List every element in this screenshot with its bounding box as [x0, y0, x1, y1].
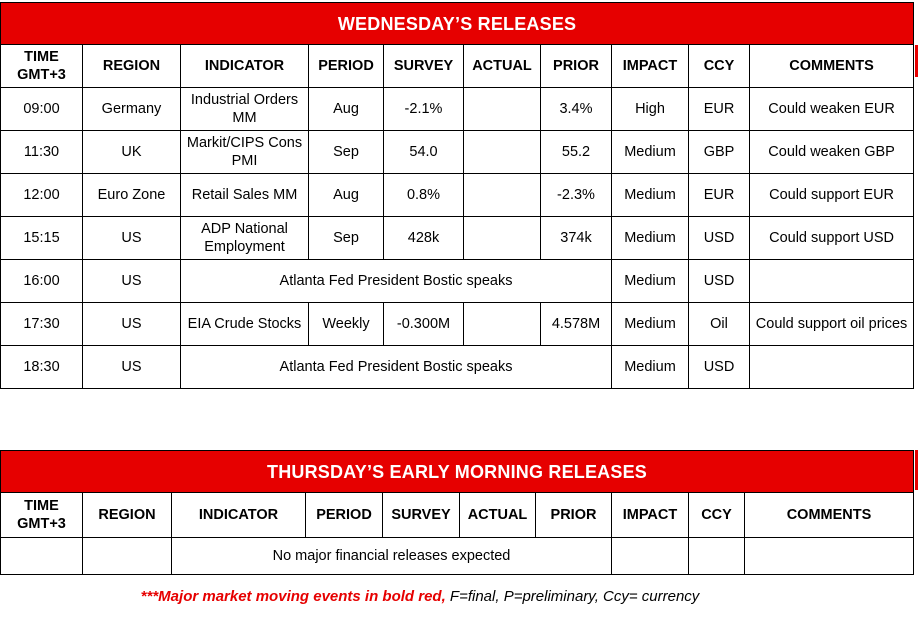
col-region: REGION	[83, 45, 181, 88]
cell-time: 18:30	[1, 346, 83, 389]
cell-period: Sep	[309, 217, 384, 260]
cell-event: No major financial releases expected	[172, 538, 612, 575]
col-survey: SURVEY	[383, 493, 460, 538]
cell-period: Aug	[309, 174, 384, 217]
cell-comments: Could support USD	[750, 217, 914, 260]
cell-indicator: Markit/CIPS Cons PMI	[181, 131, 309, 174]
table-row	[1, 346, 914, 389]
cell-prior: -2.3%	[541, 174, 612, 217]
cell-region: US	[83, 217, 181, 260]
col-prior: PRIOR	[536, 493, 612, 538]
cell-impact: Medium	[612, 346, 689, 389]
cell-survey: 428k	[384, 217, 464, 260]
cell-ccy	[689, 538, 745, 575]
col-ccy: CCY	[689, 493, 745, 538]
table-row	[1, 260, 914, 303]
col-indicator: INDICATOR	[172, 493, 306, 538]
accent-edge	[915, 45, 918, 77]
col-period: PERIOD	[309, 45, 384, 88]
thursday-releases-table	[0, 450, 914, 575]
cell-region: US	[83, 303, 181, 346]
wednesday-releases-table	[0, 2, 914, 389]
cell-comments	[750, 346, 914, 389]
cell-region: Germany	[83, 88, 181, 131]
footnote	[0, 588, 840, 605]
cell-time	[1, 538, 83, 575]
cell-ccy: USD	[689, 217, 750, 260]
cell-comments	[750, 260, 914, 303]
col-prior: PRIOR	[541, 45, 612, 88]
cell-time: 12:00	[1, 174, 83, 217]
col-impact: IMPACT	[612, 493, 689, 538]
cell-ccy: EUR	[689, 88, 750, 131]
wednesday-title: WEDNESDAY’S RELEASES	[1, 3, 914, 45]
cell-indicator: ADP National Employment	[181, 217, 309, 260]
cell-period: Sep	[309, 131, 384, 174]
col-impact: IMPACT	[612, 45, 689, 88]
col-actual: ACTUAL	[460, 493, 536, 538]
cell-prior: 374k	[541, 217, 612, 260]
cell-comments: Could weaken GBP	[750, 131, 914, 174]
col-time: TIME GMT+3	[1, 45, 83, 88]
cell-region: US	[83, 346, 181, 389]
table-row	[1, 217, 914, 260]
cell-region: UK	[83, 131, 181, 174]
col-region: REGION	[83, 493, 172, 538]
col-comments: COMMENTS	[745, 493, 914, 538]
footnote-legend: F=final, P=preliminary, Ccy= currency	[445, 588, 700, 605]
col-ccy: CCY	[689, 45, 750, 88]
cell-impact: Medium	[612, 303, 689, 346]
cell-period: Weekly	[309, 303, 384, 346]
cell-impact: Medium	[612, 260, 689, 303]
cell-time: 15:15	[1, 217, 83, 260]
cell-impact: Medium	[612, 131, 689, 174]
cell-actual	[464, 174, 541, 217]
cell-ccy: GBP	[689, 131, 750, 174]
cell-event: Atlanta Fed President Bostic speaks	[181, 346, 612, 389]
cell-survey: -2.1%	[384, 88, 464, 131]
cell-impact: Medium	[612, 217, 689, 260]
cell-survey: 0.8%	[384, 174, 464, 217]
col-comments: COMMENTS	[750, 45, 914, 88]
cell-prior: 55.2	[541, 131, 612, 174]
cell-impact: High	[612, 88, 689, 131]
accent-edge	[915, 450, 918, 490]
col-period: PERIOD	[306, 493, 383, 538]
table-row	[1, 131, 914, 174]
col-indicator: INDICATOR	[181, 45, 309, 88]
cell-prior: 3.4%	[541, 88, 612, 131]
footnote-highlight: ***Major market moving events in bold red,	[140, 588, 446, 605]
col-survey: SURVEY	[384, 45, 464, 88]
cell-region: Euro Zone	[83, 174, 181, 217]
cell-ccy: USD	[689, 260, 750, 303]
cell-time: 11:30	[1, 131, 83, 174]
table-row	[1, 538, 914, 575]
cell-actual	[464, 131, 541, 174]
cell-region: US	[83, 260, 181, 303]
thursday-header-row	[1, 493, 914, 538]
table-row	[1, 174, 914, 217]
cell-region	[83, 538, 172, 575]
table-row	[1, 303, 914, 346]
table-row	[1, 88, 914, 131]
cell-ccy: USD	[689, 346, 750, 389]
cell-period: Aug	[309, 88, 384, 131]
cell-ccy: EUR	[689, 174, 750, 217]
thursday-title: THURSDAY’S EARLY MORNING RELEASES	[1, 451, 914, 493]
cell-time: 17:30	[1, 303, 83, 346]
cell-comments	[745, 538, 914, 575]
cell-survey: -0.300M	[384, 303, 464, 346]
cell-indicator: Retail Sales MM	[181, 174, 309, 217]
cell-survey: 54.0	[384, 131, 464, 174]
cell-comments: Could weaken EUR	[750, 88, 914, 131]
cell-prior: 4.578M	[541, 303, 612, 346]
cell-impact: Medium	[612, 174, 689, 217]
col-time: TIME GMT+3	[1, 493, 83, 538]
cell-comments: Could support oil prices	[750, 303, 914, 346]
cell-indicator: EIA Crude Stocks	[181, 303, 309, 346]
cell-actual	[464, 217, 541, 260]
cell-time: 09:00	[1, 88, 83, 131]
cell-impact	[612, 538, 689, 575]
cell-time: 16:00	[1, 260, 83, 303]
col-actual: ACTUAL	[464, 45, 541, 88]
cell-indicator: Industrial Orders MM	[181, 88, 309, 131]
cell-event: Atlanta Fed President Bostic speaks	[181, 260, 612, 303]
cell-ccy: Oil	[689, 303, 750, 346]
cell-comments: Could support EUR	[750, 174, 914, 217]
cell-actual	[464, 88, 541, 131]
wednesday-header-row	[1, 45, 914, 88]
cell-actual	[464, 303, 541, 346]
